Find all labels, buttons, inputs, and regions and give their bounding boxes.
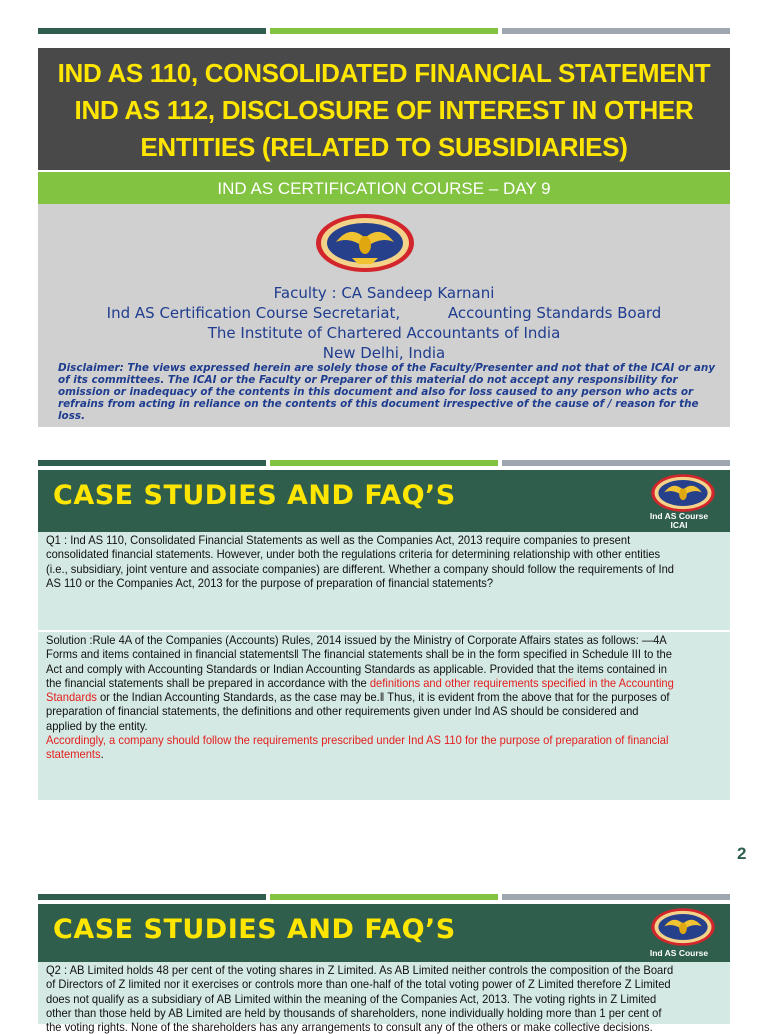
- accent-bar-light: [270, 894, 498, 900]
- slide-header: [38, 470, 730, 532]
- logo-caption: [636, 512, 722, 530]
- board-name: Accounting Standards Board: [447, 304, 662, 322]
- question-text: Q2 : AB Limited holds 48 per cent of the voting shares in Z Limited. As AB Limited neither controls the composition of the Board of Directors of Z limited nor it exercises or controls more than one-half of the total voting power of Z Limited therefore Z Limited does not qualify as a subsidiary of AB Limited within the meaning of the Companies Act, 2013. The voting rights in Z Limited other than those held by AB Limited are held by thousands of shareholders, none individually holding more than 1 per cent of the voting rights. None of the shareholders has any arrangements to consult any of the others or make collective decisions.: [46, 963, 674, 1034]
- course-subtitle: IND AS CERTIFICATION COURSE – DAY 9: [38, 172, 730, 204]
- accent-bar-light: [270, 460, 498, 466]
- title-line-1: IND AS 110, CONSOLIDATED FINANCIAL STATEMENT: [57, 58, 711, 88]
- accent-bar-dark: [38, 28, 266, 34]
- title-line-2: IND AS 112, DISCLOSURE OF INTEREST IN OTHER: [74, 95, 694, 125]
- accent-bar-grey: [502, 894, 730, 900]
- question-text: Q1 : Ind AS 110, Consolidated Financial Statements as well as the Companies Act, 2013 require companies to present consolidated financial statements. However, under both the regulations criteria for determining relationship with other entities (i.e., subsidiary, joint venture and associate companies) are different. Whether a company should follow the requirements of Ind AS 110 or the Companies Act, 2013 for the purpose of preparation of financial statements?: [46, 533, 674, 590]
- icai-seal-icon: [650, 472, 716, 514]
- presentation-title: [38, 48, 730, 170]
- solution-text: [46, 633, 675, 762]
- solution-part-1: Solution :Rule 4A of the Companies (Accounts) Rules, 2014 issued by the Ministry of Corporate Affairs states as follows: ―4A Forms and items contained in financial statements‖ The financial statements shall be in the form specified in Schedule III to the Act and comply with Accounting Standards or Indian Accounting Standards as applicable. Provided that the items contained in the financial statements shall be prepared in accordance with the: [46, 633, 672, 690]
- faculty-info: [38, 283, 730, 363]
- institute-location: New Delhi, India: [322, 344, 446, 362]
- logo-caption-line-1: Ind AS Course: [649, 948, 709, 958]
- faculty-name: Faculty : CA Sandeep Karnani: [273, 284, 495, 302]
- logo-caption-line-1: Ind AS Course: [649, 511, 709, 521]
- solution-highlight-1: definitions and other requirements specified in the Accounting Standards: [46, 675, 674, 705]
- icai-seal-icon: [650, 906, 716, 948]
- solution-end: .: [100, 747, 104, 762]
- institute-name: The Institute of Chartered Accountants of India: [207, 324, 561, 342]
- faculty-secretariat: [38, 303, 730, 323]
- question-box: [38, 532, 730, 630]
- icai-seal-icon: [314, 212, 416, 274]
- disclaimer-text: Disclaimer: The views expressed herein are solely those of the Faculty/Presenter and not that of the ICAI or any of its committees. The ICAI or the Faculty or Preparer of this material do not accept any responsibility for omission or inadequacy of the contents in this document and also for loss caused to any person who acts or refrains from acting in reliance on the contents of this document irrespective of the cause of / reason for the loss.: [58, 362, 716, 422]
- slide-header: [38, 904, 730, 962]
- solution-highlight-2: Accordingly, a company should follow the requirements prescribed under Ind AS 110 for the purpose of preparation of financial statements: [46, 733, 669, 762]
- accent-bar-grey: [502, 28, 730, 34]
- page-number: 2: [737, 844, 747, 863]
- accent-bar-grey: [502, 460, 730, 466]
- accent-bar-dark: [38, 894, 266, 900]
- title-line-3: ENTITIES (RELATED TO SUBSIDIARIES): [140, 132, 628, 162]
- slide-header-title: CASE STUDIES AND FAQ’S: [53, 914, 456, 945]
- question-box: [38, 962, 730, 1034]
- secretariat-name: Ind AS Certification Course Secretariat,: [106, 304, 401, 322]
- solution-box: [38, 632, 730, 800]
- accent-bar-dark: [38, 460, 266, 466]
- logo-caption: [636, 949, 722, 958]
- accent-bar-light: [270, 28, 498, 34]
- logo-caption-line-2: ICAI: [670, 520, 688, 530]
- slide-header-title: CASE STUDIES AND FAQ’S: [53, 480, 456, 511]
- solution-part-2: or the Indian Accounting Standards, as the case may be.‖ Thus, it is evident from the above that for the purposes of preparation of financial statements, the definitions and other requirements given under Ind AS should be considered and applied by the entity.: [46, 690, 670, 733]
